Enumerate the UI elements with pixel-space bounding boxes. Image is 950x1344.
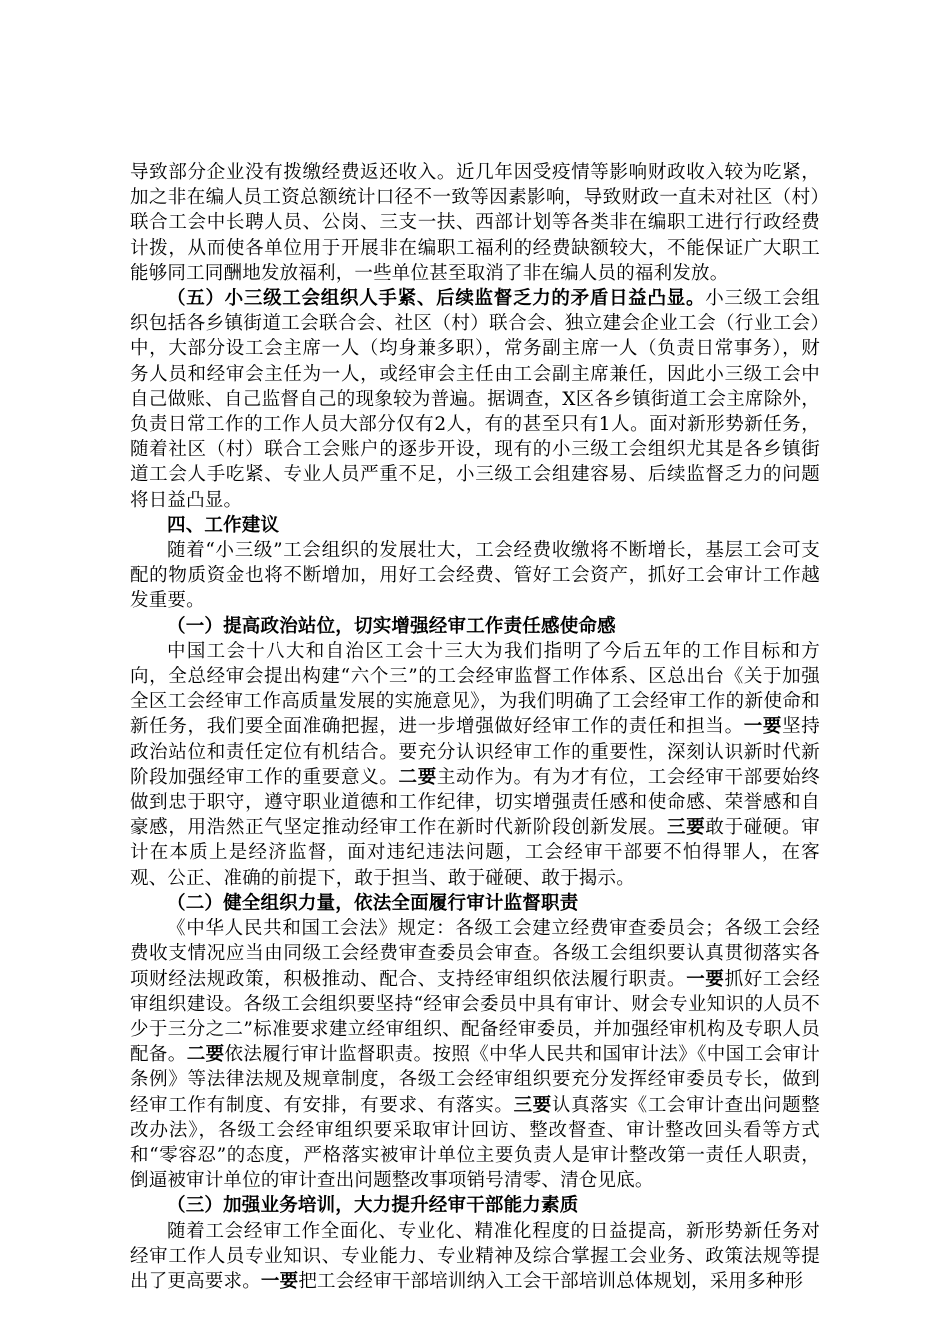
text-segment: 认真落实《工会审计查出问题整改办法》，各级工会经审组织要采取审计回访、整改督查、审计整改回头看等方式和“零容忍”的态度，严格落实被审计单位主要负责人是审计整改第一责任人职责，倒逼被审计单位的审计查出问题整改事项销号清零、清仓见底。 <box>130 1094 820 1192</box>
heading-work-suggestions: 四、工作建议 <box>167 514 280 536</box>
paragraph-intro-suggestions: 随着“小三级”工会组织的发展壮大，工会经费收缴将不断增长，基层工会可支配的物质资金也将不断增加，用好工会经费、管好工会资产，抓好工会审计工作越发重要。 <box>130 540 820 612</box>
keyword-first: 一要 <box>686 968 725 990</box>
text-segment: 抓好工会经审组织建设。各级工会组织要坚持“经审会委员中具有审计、财会专业知识的人员不少于三分之二”标准要求建立经审组织、配备经审委员，并加强经审机构及专职人员配备。 <box>130 968 820 1066</box>
paragraph-suggestion-three <box>130 1219 820 1295</box>
text-segment: 主动作为。有为才有位，工会经审干部要始终做到忠于职守，遵守职业道德和工作纪律，切实增强责任感和使命感、荣誉感和自豪感，用浩然正气坚定推动经审工作在新时代新阶段创新发展。 <box>130 766 820 839</box>
heading-suggestion-three: （三）加强业务培训，大力提升经审干部能力素质 <box>167 1195 579 1217</box>
heading-suggestion-two: （二）健全组织力量，依法全面履行审计监督职责 <box>167 892 579 914</box>
paragraph-suggestion-one <box>130 639 820 891</box>
keyword-first: 一要 <box>260 1270 299 1292</box>
keyword-third: 三要 <box>513 1094 552 1116</box>
heading-section-five: （五）小三级工会组织人手紧、后续监督乏力的矛盾日益凸显。 <box>167 288 706 310</box>
text-segment: 坚持政治站位和责任定位有机结合。要充分认识经审工作的重要性，深刻认识新时代新阶段加强经审工作的重要意义。 <box>130 716 820 788</box>
text-segment: 随着工会经审工作全面化、专业化、精准化程度的日益提高，新形势新任务对经审工作人员专业知识、专业能力、专业精神及综合掌握工会业务、政策法规等提出了更高要求。 <box>130 1220 820 1292</box>
keyword-first: 一要 <box>743 716 783 738</box>
text-segment: 把工会经审干部培训纳入工会干部培训总体规划，采用多种形 <box>298 1270 804 1292</box>
paragraph-suggestion-two <box>130 916 820 1193</box>
keyword-second: 二要 <box>398 766 437 788</box>
paragraph-continued: 导致部分企业没有拨缴经费返还收入。近几年因受疫情等影响财政收入较为吃紧，加之非在编人员工资总额统计口径不一致等因素影响，导致财政一直未对社区（村）联合工会中长聘人员、公岗、三支一扶、西部计划等各类非在编职工进行行政经费计拨，从而使各单位用于开展非在编职工福利的经费缺额较大，不能保证广大职工能够同工同酬地发放福利，一些单位甚至取消了非在编人员的福利发放。 <box>130 162 820 284</box>
text-segment: 敢于碰硬。审计在本质上是经济监督，面对违纪违法问题，工会经审干部要不怕得罪人，在客观、公正、准确的前提下，敢于担当、敢于碰硬、敢于揭示。 <box>130 817 820 889</box>
paragraph-section-five <box>130 286 820 513</box>
paragraph-section-five-body: 小三级工会组织包括各乡镇街道工会联合会、社区（村）联合会、独立建会企业工会（行业工会）中，大部分设工会主席一人（均身兼多职），常务副主席一人（负责日常事务），财务人员和经审会主任为一人，或经审会主任由工会副主席兼任，因此小三级工会中自己做账、自己监督自己的现象较为普遍。据调查，X区各乡镇街道工会主席除外，负责日常工作的工作人员大部分仅有2人，有的甚至只有1人。面对新形势新任务，随着社区（村）联合工会账户的逐步开设，现有的小三级工会组织尤其是各乡镇街道工会人手吃紧、专业人员严重不足，小三级工会组建容易、后续监督乏力的问题将日益凸显。 <box>130 288 820 511</box>
text-segment: 《中华人民共和国工会法》规定：各级工会建立经费审查委员会；各级工会经费收支情况应当由同级工会经费审查委员会审查。各级工会组织要认真贯彻落实各项财经法规政策，积极推动、配合、支持经审组织依法履行职责。 <box>130 918 820 990</box>
keyword-second: 二要 <box>186 1044 225 1066</box>
heading-suggestion-one: （一）提高政治站位，切实增强经审工作责任感使命感 <box>167 615 616 637</box>
document-body <box>130 160 820 1294</box>
text-segment: 中国工会十八大和自治区工会十三大为我们指明了今后五年的工作目标和方向，全总经审会提出构建“六个三”的工会经审监督工作体系、区总出台《关于加强全区工会经审工作高质量发展的实施意见》，为我们明确了工会经审工作的新使命和新任务，我们要全面准确把握，进一步增强做好经审工作的责任和担当。 <box>130 640 820 738</box>
text-segment: 依法履行审计监督职责。按照《中华人民共和国审计法》《中国工会审计条例》等法律法规及规章制度，各级工会经审组织要充分发挥经审委员专长，做到经审工作有制度、有安排，有要求、有落实。 <box>130 1044 820 1116</box>
keyword-third: 三要 <box>667 817 706 839</box>
